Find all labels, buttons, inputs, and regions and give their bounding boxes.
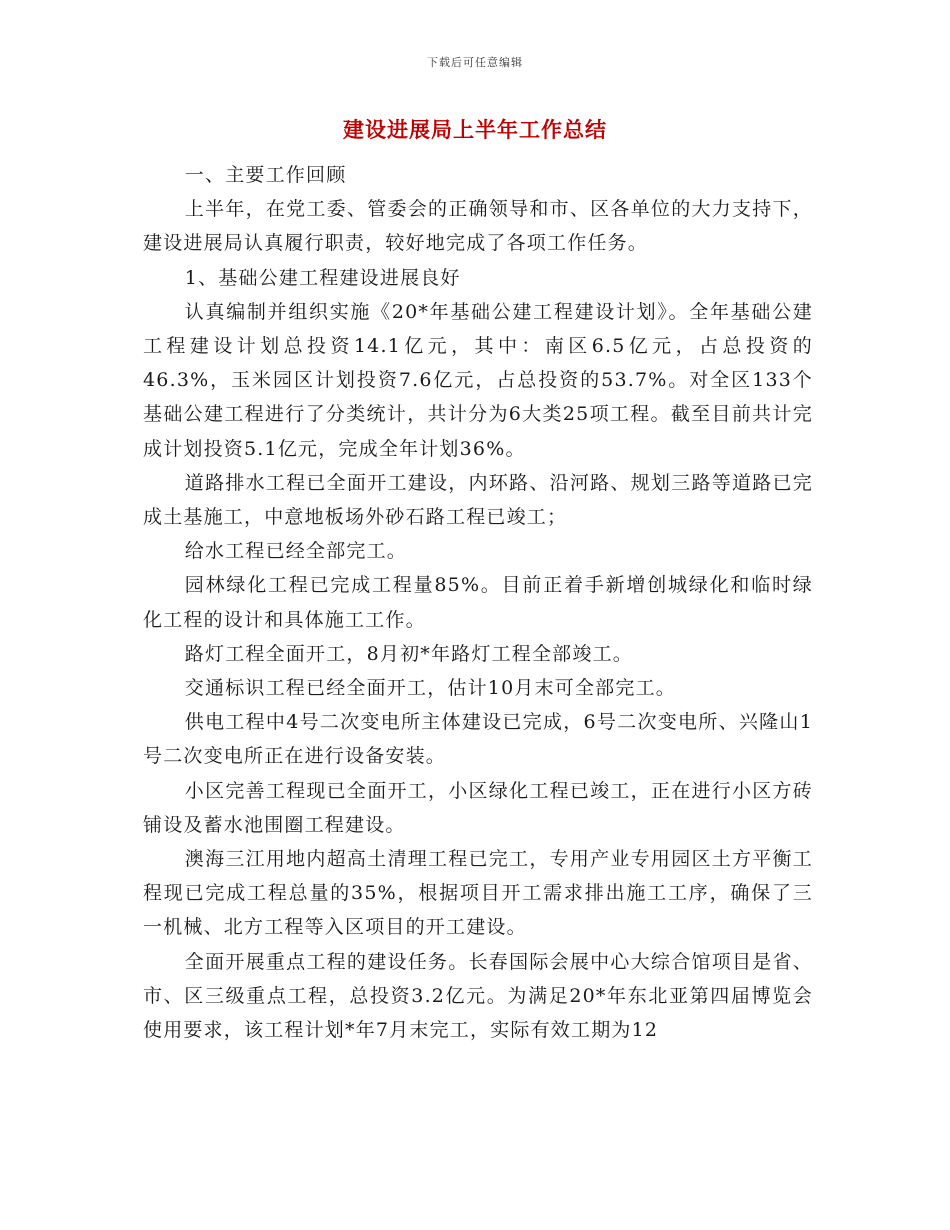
paragraph: 道路排水工程已全面开工建设，内环路、沿河路、规划三路等道路已完成土基施工，中意地板场外砂石路工程已竣工； [143, 471, 813, 529]
paragraph: 全面开展重点工程的建设任务。长春国际会展中心大综合馆项目是省、市、区三级重点工程，总投资3.2亿元。为满足20*年东北亚第四届博览会使用要求，该工程计划*年7月末完工，实际有效工期为12 [143, 950, 813, 1042]
document-title: 建设进展局上半年工作总结 [343, 117, 607, 142]
subsection-heading: 1、基础公建工程建设进展良好 [184, 266, 461, 289]
paragraph: 路灯工程全面开工，8月初*年路灯工程全部竣工。 [184, 642, 633, 665]
paragraph: 供电工程中4号二次变电所主体建设已完成，6号二次变电所、兴隆山1号二次变电所正在进行设备安装。 [143, 711, 813, 768]
paragraph: 认真编制并组织实施《20*年基础公建工程建设计划》。全年基础公建工程建设计划总投资14.1亿元，其中：南区6.5亿元，占总投资的46.3%，玉米园区计划投资7.6亿元，占总投资的53.7%。对全区133个基础公建工程进行了分类统计，共计分为6大类25项工程。截至目前共计完成计划投资5.1亿元，完成全年计划36%。 [143, 300, 813, 460]
paragraph: 给水工程已经全部完工。 [184, 540, 407, 563]
section-heading: 一、主要工作回顾 [184, 164, 347, 186]
header-note: 下载后可任意编辑 [427, 56, 523, 69]
paragraph: 小区完善工程现已全面开工，小区绿化工程已竣工，正在进行小区方砖铺设及蓄水池围圈工程建设。 [143, 779, 813, 836]
paragraph: 上半年，在党工委、管委会的正确领导和市、区各单位的大力支持下，建设进展局认真履行职责，较好地完成了各项工作任务。 [143, 198, 813, 255]
paragraph: 澳海三江用地内超高土清理工程已完工，专用产业专用园区土方平衡工程现已完成工程总量的35%，根据项目开工需求排出施工工序，确保了三一机械、北方工程等入区项目的开工建设。 [143, 848, 813, 939]
paragraph: 园林绿化工程已完成工程量85%。目前正着手新增创城绿化和临时绿化工程的设计和具体施工工作。 [143, 574, 813, 631]
paragraph: 交通标识工程已经全面开工，估计10月末可全部完工。 [184, 677, 676, 700]
document-body [143, 158, 813, 1047]
